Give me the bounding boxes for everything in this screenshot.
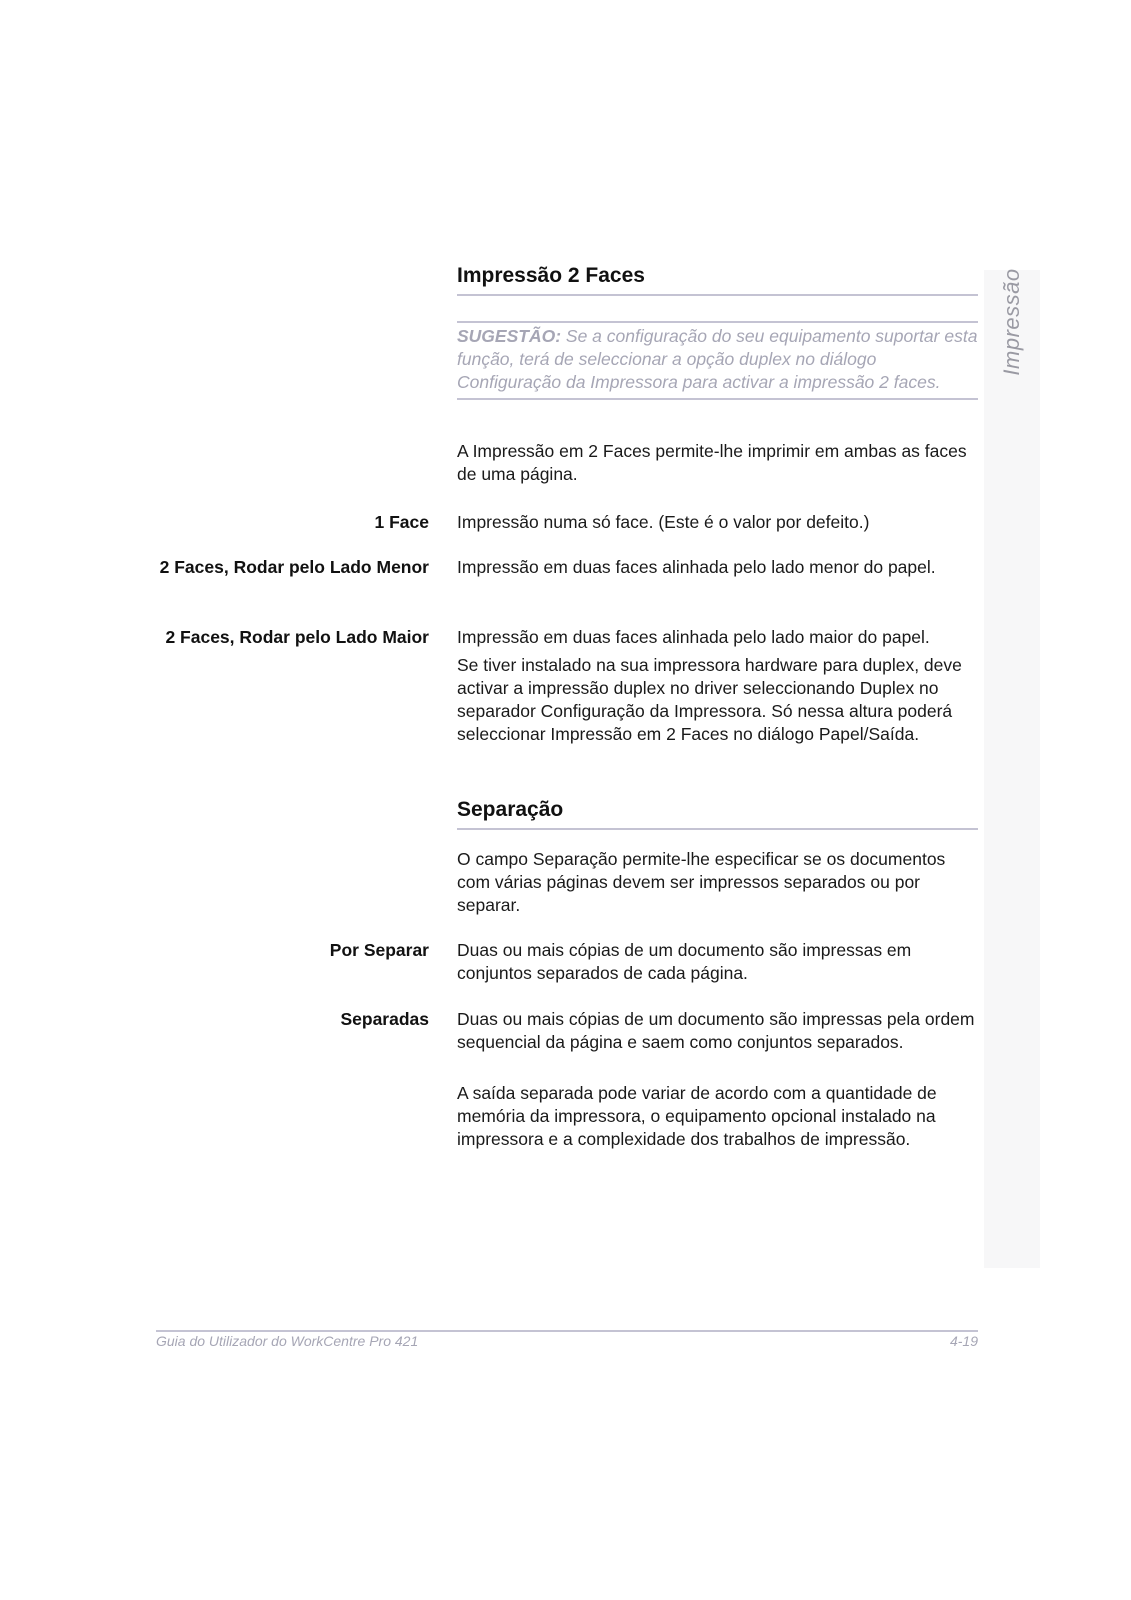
- desc-2-faces-long-edge: Impressão em duas faces alinhada pelo lado maior do papel.: [457, 627, 930, 647]
- footer-divider: [156, 1330, 978, 1332]
- side-tab-label: Impressão: [999, 268, 1024, 376]
- desc-separadas: Duas ou mais cópias de um documento são impressas pela ordem sequencial da página e saem como conjuntos separados.: [457, 1009, 975, 1052]
- side-tab: [984, 270, 1040, 1268]
- term-1-face: 1 Face: [374, 512, 429, 532]
- tip-label: SUGESTÃO:: [457, 326, 562, 346]
- footer-title: Guia do Utilizador do WorkCentre Pro 421: [156, 1333, 419, 1349]
- desc-1-face: Impressão numa só face. (Este é o valor por defeito.): [457, 512, 870, 532]
- collation-extra-note: A saída separada pode variar de acordo com a quantidade de memória da impressora, o equipamento opcional instalado na impressora e a complexidade dos trabalhos de impressão.: [457, 1083, 937, 1149]
- duplex-intro: A Impressão em 2 Faces permite-lhe imprimir em ambas as faces de uma página.: [457, 441, 967, 484]
- page-number: 4-19: [949, 1333, 978, 1349]
- tip-note: [457, 321, 978, 400]
- term-2-faces-long-edge: 2 Faces, Rodar pelo Lado Maior: [165, 627, 429, 647]
- desc-por-separar: Duas ou mais cópias de um documento são impressas em conjuntos separados de cada página.: [457, 940, 912, 983]
- section-heading-duplex: Impressão 2 Faces: [457, 264, 978, 296]
- term-separadas: Separadas: [340, 1009, 429, 1029]
- term-por-separar: Por Separar: [329, 940, 429, 960]
- duplex-extra-note: Se tiver instalado na sua impressora hardware para duplex, deve activar a impressão duplex no driver seleccionando Duplex no separador Configuração da Impressora. Só nessa altura poderá seleccionar Impressão em 2 Faces no diálogo Papel/Saída.: [457, 655, 962, 744]
- section-heading-collation: Separação: [457, 798, 978, 830]
- desc-2-faces-short-edge: Impressão em duas faces alinhada pelo lado menor do papel.: [457, 557, 936, 577]
- tip-text: Se a configuração do seu equipamento suportar esta função, terá de seleccionar a opção duplex no diálogo Configuração da Impressora para activar a impressão 2 faces.: [457, 326, 978, 392]
- term-2-faces-short-edge: 2 Faces, Rodar pelo Lado Menor: [159, 557, 429, 577]
- collation-intro: O campo Separação permite-lhe especificar se os documentos com várias páginas devem ser impressos separados ou por separar.: [457, 849, 946, 915]
